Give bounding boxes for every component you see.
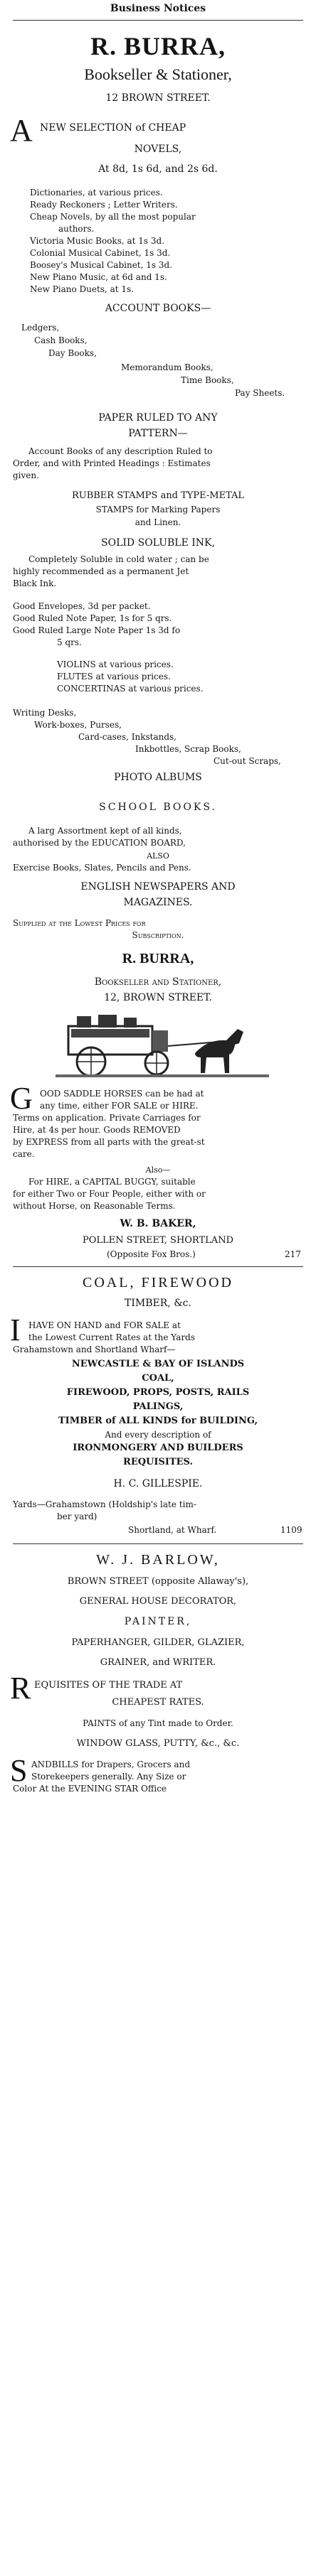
rubber-heading-2: STAMPS for Marking Papers [95, 505, 221, 514]
drop-cap-s: S [10, 1753, 28, 1788]
barlow-street: BROWN STREET (opposite Allaway's), [67, 1576, 249, 1587]
list-item: Dictionaries, at various prices. [30, 188, 163, 198]
barlow-grainer: GRAINER, and WRITER. [100, 1657, 216, 1668]
supplied-text: Supplied at the Lowest Prices for [13, 918, 146, 928]
divider [13, 20, 303, 21]
coal-line: And every description of [105, 1430, 211, 1440]
baker-name: W. B. BAKER, [120, 1218, 196, 1229]
ink-heading: SOLID SOLUBLE INK, [101, 537, 215, 549]
ink-text: highly recommended as a permanent Jet [13, 566, 189, 576]
accounts-heading: ACCOUNT BOOKS— [105, 303, 211, 314]
also-label: ALSO [147, 851, 169, 861]
yards-text: ber yard) [57, 1511, 98, 1521]
requisites-line: EQUISITES OF THE TRADE AT [34, 1680, 183, 1691]
ink-text: Completely Soluble in cold water ; can be [28, 554, 209, 564]
ink-text: Black Ink. [13, 578, 57, 588]
drop-cap-r: R [10, 1671, 31, 1705]
desk-item: Inkbottles, Scrap Books, [135, 744, 241, 754]
instrument-item: VIOLINS at various prices. [57, 659, 174, 669]
paper-text: Account Books of any description Ruled to [28, 446, 213, 456]
burra-address: 12 BROWN STREET. [105, 92, 211, 104]
saddle-text: Terms on application. Private Carriages for [13, 1113, 201, 1123]
envelope-item: 5 qrs. [57, 637, 82, 647]
list-item: Boosey's Musical Cabinet, 1s 3d. [30, 260, 172, 270]
list-item: Cheap Novels, by all the most popular [30, 212, 196, 222]
burra-address-2: 12, BROWN STREET. [104, 992, 212, 1003]
paper-heading-2: PATTERN— [128, 428, 188, 439]
horse-carriage-illustration [56, 1011, 269, 1079]
desk-item: Writing Desks, [13, 708, 77, 718]
coal-line: COAL, [142, 1373, 174, 1384]
english-heading-2: MAGAZINES. [123, 897, 193, 908]
drop-cap-g: G [10, 1081, 33, 1116]
paper-heading-1: PAPER RULED TO ANY [98, 412, 218, 424]
rubber-heading-3: and Linen. [135, 517, 181, 527]
paints-text: PAINTS of any Tint made to Order. [83, 1718, 233, 1728]
saddle-text: OOD SADDLE HORSES can be had at [40, 1089, 204, 1099]
baker-opposite: (Opposite Fox Bros.) [107, 1249, 196, 1259]
barlow-painter: PAINTER, [124, 1616, 192, 1627]
ad-reference: 217 [285, 1249, 301, 1259]
envelope-item: Good Envelopes, 3d per packet. [13, 601, 151, 611]
coal-line: REQUISITES. [123, 1457, 193, 1467]
saddle-text: any time, either FOR SALE or HIRE. [40, 1101, 199, 1111]
novels-line-1: NEW SELECTION of CHEAP [40, 122, 186, 134]
coal-line: NEWCASTLE & BAY OF ISLANDS [71, 1359, 245, 1369]
school-text: authorised by the EDUCATION BOARD, [13, 838, 186, 848]
requisites-line-2: CHEAPEST RATES. [112, 1697, 204, 1708]
barlow-paperhanger: PAPERHANGER, GILDER, GLAZIER, [71, 1637, 245, 1648]
baker-street: POLLEN STREET, SHORTLAND [83, 1235, 233, 1246]
instrument-item: CONCERTINAS at various prices. [57, 684, 204, 694]
exercise-text: Exercise Books, Slates, Pencils and Pens. [13, 863, 191, 873]
coal-line: PALINGS, [132, 1401, 184, 1412]
buggy-text: for either Two or Four People, either with or [13, 1189, 206, 1199]
desk-item: Cut-out Scraps, [214, 756, 281, 766]
saddle-text: by EXPRESS from all parts with the great-st [13, 1137, 205, 1147]
burra-trade-2: Bookseller and Stationer, [94, 976, 222, 988]
instrument-item: FLUTES at various prices. [57, 672, 171, 681]
gillespie-intro: the Lowest Current Rates at the Yards [28, 1332, 196, 1342]
sandbills-text: Storekeepers generally. Any Size or [31, 1772, 186, 1782]
accounts-item: Cash Books, [34, 335, 88, 345]
envelope-item: Good Ruled Note Paper, 1s for 5 qrs. [13, 613, 172, 623]
buggy-text: For HIRE, a CAPITAL BUGGY, suitable [28, 1177, 196, 1187]
paper-text: Order, and with Printed Headings : Estimates [13, 458, 211, 468]
rubber-heading-1: RUBBER STAMPS and TYPE-METAL [71, 490, 245, 501]
burra-name-2: R. BURRA, [122, 951, 194, 966]
gillespie-intro: Grahamstown and Shortland Wharf— [13, 1344, 176, 1354]
drop-cap-a: A [10, 113, 33, 148]
albums-heading: PHOTO ALBUMS [114, 772, 202, 783]
list-item: Ready Reckoners ; Letter Writers. [30, 200, 178, 210]
divider [13, 1543, 303, 1544]
novels-line-3: At 8d, 1s 6d, and 2s 6d. [98, 163, 218, 175]
wharf-text: Shortland, at Wharf. [128, 1525, 217, 1535]
accounts-item: Day Books, [48, 348, 97, 358]
buggy-text: without Horse, on Reasonable Terms. [13, 1201, 176, 1211]
yards-text: Yards—Grahamstown (Holdship's late tim- [13, 1499, 196, 1509]
list-item: New Piano Duets, at 1s. [30, 284, 134, 294]
also-label: Also— [145, 1165, 171, 1175]
accounts-item: Memorandum Books, [121, 362, 214, 372]
desk-item: Work-boxes, Purses, [34, 720, 122, 730]
section-title: Business Notices [110, 3, 206, 14]
list-item: authors. [58, 224, 95, 234]
sandbills-text: ANDBILLS for Drapers, Grocers and [31, 1759, 190, 1769]
barlow-decorator: GENERAL HOUSE DECORATOR, [79, 1596, 237, 1607]
list-item: Victoria Music Books, at 1s 3d. [30, 236, 165, 246]
english-heading-1: ENGLISH NEWSPAPERS AND [80, 881, 236, 893]
coal-line: FIREWOOD, PROPS, POSTS, RAILS [66, 1387, 250, 1398]
list-item: New Piano Music, at 6d and 1s. [30, 272, 167, 282]
coal-heading: COAL, FIREWOOD [83, 1275, 233, 1290]
glass-text: WINDOW GLASS, PUTTY, &c., &c. [76, 1738, 240, 1749]
paper-text: given. [13, 470, 39, 480]
envelope-item: Good Ruled Large Note Paper 1s 3d fo [13, 625, 181, 635]
supplied-text-2: Subscription. [132, 930, 184, 940]
desk-item: Card-cases, Inkstands, [78, 732, 177, 742]
accounts-item: Pay Sheets. [235, 388, 285, 398]
saddle-text: care. [13, 1149, 35, 1159]
coal-line: TIMBER of ALL KINDS for BUILDING, [58, 1416, 258, 1426]
burra-name: R. BURRA, [90, 32, 226, 60]
accounts-item: Time Books, [181, 375, 234, 385]
barlow-name: W. J. BARLOW, [96, 1552, 220, 1568]
sandbills-text: Color At the EVENING STAR Office [13, 1784, 167, 1794]
gillespie-intro: HAVE ON HAND and FOR SALE at [28, 1320, 181, 1330]
list-item: Colonial Musical Cabinet, 1s 3d. [30, 248, 171, 258]
ad-reference: 1109 [280, 1525, 302, 1535]
school-heading: SCHOOL BOOKS. [99, 802, 217, 813]
burra-trade: Bookseller & Stationer, [84, 65, 232, 83]
school-text: A larg Assortment kept of all kinds, [28, 826, 182, 836]
timber-heading: TIMBER, &c. [125, 1298, 191, 1309]
coal-line: IRONMONGERY AND BUILDERS [73, 1443, 243, 1453]
drop-cap-i: I [10, 1313, 21, 1347]
novels-line-2: NOVELS, [134, 144, 182, 155]
accounts-item: Ledgers, [21, 323, 60, 333]
saddle-text: Hire, at 4s per hour. Goods REMOVED [13, 1125, 181, 1135]
divider [13, 1266, 303, 1267]
gillespie-name: H. C. GILLESPIE. [113, 1478, 203, 1489]
